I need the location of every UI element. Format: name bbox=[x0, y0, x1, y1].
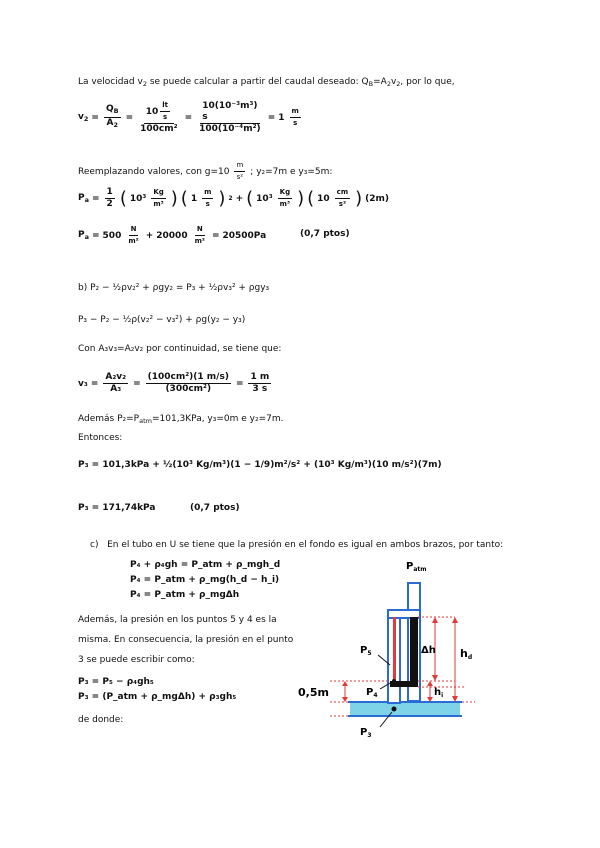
part-c-eq1: P₄ + ρ₄gh = P_atm + ρ_mgh_d bbox=[130, 560, 281, 570]
part-b-eq2: P₃ − P₂ − ½ρ(v₂² − v₃²) + ρg(y₂ − y₃) bbox=[78, 315, 246, 325]
point-p3 bbox=[392, 707, 397, 712]
inner-fluid bbox=[393, 617, 396, 681]
pipe-fluid bbox=[350, 703, 460, 715]
dh-arrow-head-bottom bbox=[432, 675, 438, 681]
hi-arrow-head-top bbox=[427, 681, 433, 686]
label-p4: $P_4$ bbox=[366, 687, 378, 699]
points-label-b: (0,7 ptos) bbox=[190, 503, 240, 513]
dh-arrow-head-top bbox=[432, 617, 438, 623]
part-b-then: Entonces: bbox=[78, 433, 123, 443]
label-hd: hd bbox=[460, 647, 473, 661]
equation-v2: $v_2$ = $\frac{Q_B}{A_2}$ = 10 $\frac{lt}{s}$ 100cm² = 10(10⁻³m³) s 100(10⁻⁴m²) = 1 $\frac{m}{s}$ bbox=[78, 100, 299, 134]
part-c-para1: Además, la presión en los puntos 5 y 4 es la bbox=[78, 615, 277, 625]
label-p3: $P_3$ bbox=[360, 727, 372, 739]
part-c-from: de donde: bbox=[78, 715, 124, 725]
u-tube-bend bbox=[388, 610, 420, 618]
label-hi: $h_i$ bbox=[434, 687, 444, 699]
label-height: 0,5m bbox=[298, 686, 329, 699]
hd-arrow-head-top bbox=[452, 617, 458, 623]
part-b-also: Además $P_2=P_{atm}=101,3KPa$, y₃=0m e y₂=7m. bbox=[78, 414, 284, 425]
part-b-eq1: b) P₂ − ½ρv₂² + ρgy₂ = P₃ + ½ρv₃² + ρgy₃ bbox=[78, 283, 270, 293]
label-p5: $P_5$ bbox=[360, 645, 372, 657]
replace-line: Reemplazando valores, con g=10 $\frac{m}{\text{s²}}$ ; y₂=7m e y₃=5m: bbox=[78, 161, 333, 181]
part-c-intro: c) En el tubo en U se tiene que la presión en el fondo es igual en ambos brazos, por tanto: bbox=[90, 540, 504, 550]
u-tube-diagram bbox=[290, 555, 490, 745]
equation-pa-result: $P_a$ = 500 $\frac{N}{\text{m²}}$ + 20000 $\frac{N}{\text{m²}}$ = 20500Pa bbox=[78, 225, 267, 245]
part-c-para2: misma. En consecuencia, la presión en el punto bbox=[78, 635, 294, 645]
part-b-continuity: Con A₃v₃=A₂v₂ por continuidad, se tiene que: bbox=[78, 344, 282, 354]
part-c-eq2: P₄ = P_atm + ρ_mg(h_d − h_i) bbox=[130, 575, 280, 585]
part-c-eq3: P₄ = P_atm + ρ_mgΔh bbox=[130, 590, 240, 600]
label-patm: $P_{atm}$ bbox=[406, 561, 427, 573]
intro-line: La velocidad $v_2$ se puede calcular a partir del caudal deseado: $Q_B=A_2v_2$, por lo que, bbox=[78, 77, 455, 88]
part-b-result: P₃ = 171,74kPa bbox=[78, 503, 156, 513]
manometer-fluid-right bbox=[410, 617, 418, 687]
point-p4 bbox=[392, 679, 396, 683]
part-c-eq5: P₃ = (P_atm + ρ_mgΔh) + ρ₃gh₅ bbox=[78, 692, 237, 702]
part-b-eq3: P₃ = 101,3kPa + ½(10³ Kg/m³)(1 − 1/9)m²/s² + (10³ Kg/m³)(10 m/s²)(7m) bbox=[78, 460, 442, 470]
equation-v3: v₃ = $\frac{\text{A₂v₂}}{\text{A₃}}$ = $\frac{\text{(100cm²)(1 m/s)}}{\text{(300cm²)}}$ = $\frac{1 m}{3 s}$ bbox=[78, 372, 270, 394]
points-label-a: (0,7 ptos) bbox=[300, 229, 350, 239]
part-c-eq4: P₃ = P₅ − ρ₄gh₅ bbox=[78, 677, 154, 687]
height-arrow-head-top bbox=[342, 681, 348, 686]
part-c-para3: 3 se puede escribir como: bbox=[78, 655, 195, 665]
label-dh: Δh bbox=[421, 645, 436, 656]
equation-pa: $P_a$ = $\frac{1}{2}$ ( 10³ $\frac{Kg}{\text{m³}}$ ) ( 1 $\frac{m}{s}$ ) 2 + ( 10³ $\frac{Kg}{\text{m³}}$ ) ( 10 $\frac{cm}{\text{s²}}$ ) (2m) bbox=[78, 187, 390, 209]
height-arrow-head-bottom bbox=[342, 697, 348, 702]
